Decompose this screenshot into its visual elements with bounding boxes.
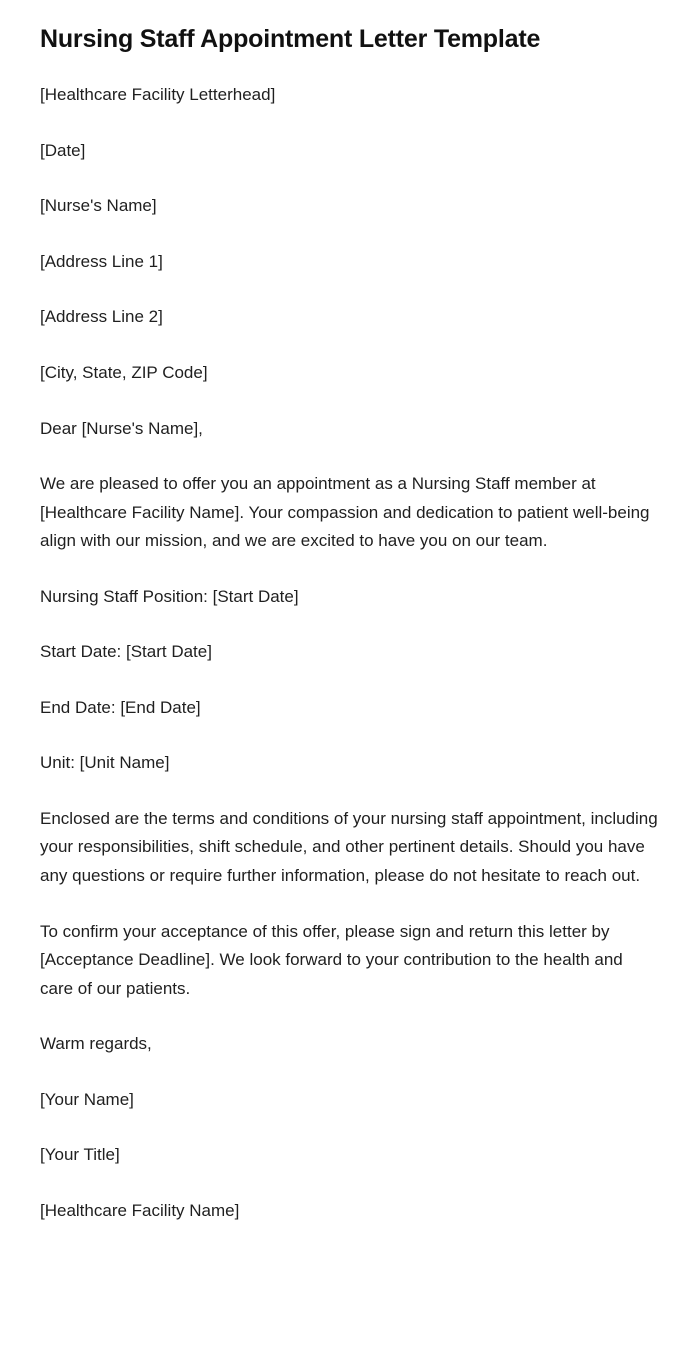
terms-paragraph: Enclosed are the terms and conditions of your nursing staff appointment, including your responsibilities, shift schedule, and other pertinent details. Should you have any questions or require further information, please do not hesitate to reach out. — [40, 808, 658, 885]
city-state-zip-placeholder: [City, State, ZIP Code] — [40, 362, 208, 382]
offer-paragraph: We are pleased to offer you an appointment as a Nursing Staff member at [Healthcare Facility Name]. Your compassion and dedication to patient well-being align with our mission, and we are excited to have you on our team. — [40, 474, 650, 551]
recipient-name-placeholder: [Nurse's Name] — [40, 196, 157, 216]
salutation: Dear [Nurse's Name], — [40, 418, 203, 438]
acceptance-paragraph: To confirm your acceptance of this offer, please sign and return this letter by [Acceptance Deadline]. We look forward to your contribution to the health and care of our patients. — [40, 921, 623, 998]
position-line: Nursing Staff Position: [Start Date] — [40, 586, 299, 606]
unit-line: Unit: [Unit Name] — [40, 753, 170, 773]
address-line-2-placeholder: [Address Line 2] — [40, 307, 163, 327]
letterhead-placeholder: [Healthcare Facility Letterhead] — [40, 85, 276, 105]
closing: Warm regards, — [40, 1034, 152, 1054]
page-title: Nursing Staff Appointment Letter Template — [40, 25, 541, 53]
sender-name-placeholder: [Your Name] — [40, 1089, 134, 1109]
date-placeholder: [Date] — [40, 140, 86, 160]
start-date-line: Start Date: [Start Date] — [40, 642, 212, 662]
sender-title-placeholder: [Your Title] — [40, 1145, 120, 1165]
facility-name-placeholder: [Healthcare Facility Name] — [40, 1200, 240, 1220]
address-line-1-placeholder: [Address Line 1] — [40, 251, 163, 271]
end-date-line: End Date: [End Date] — [40, 697, 201, 717]
